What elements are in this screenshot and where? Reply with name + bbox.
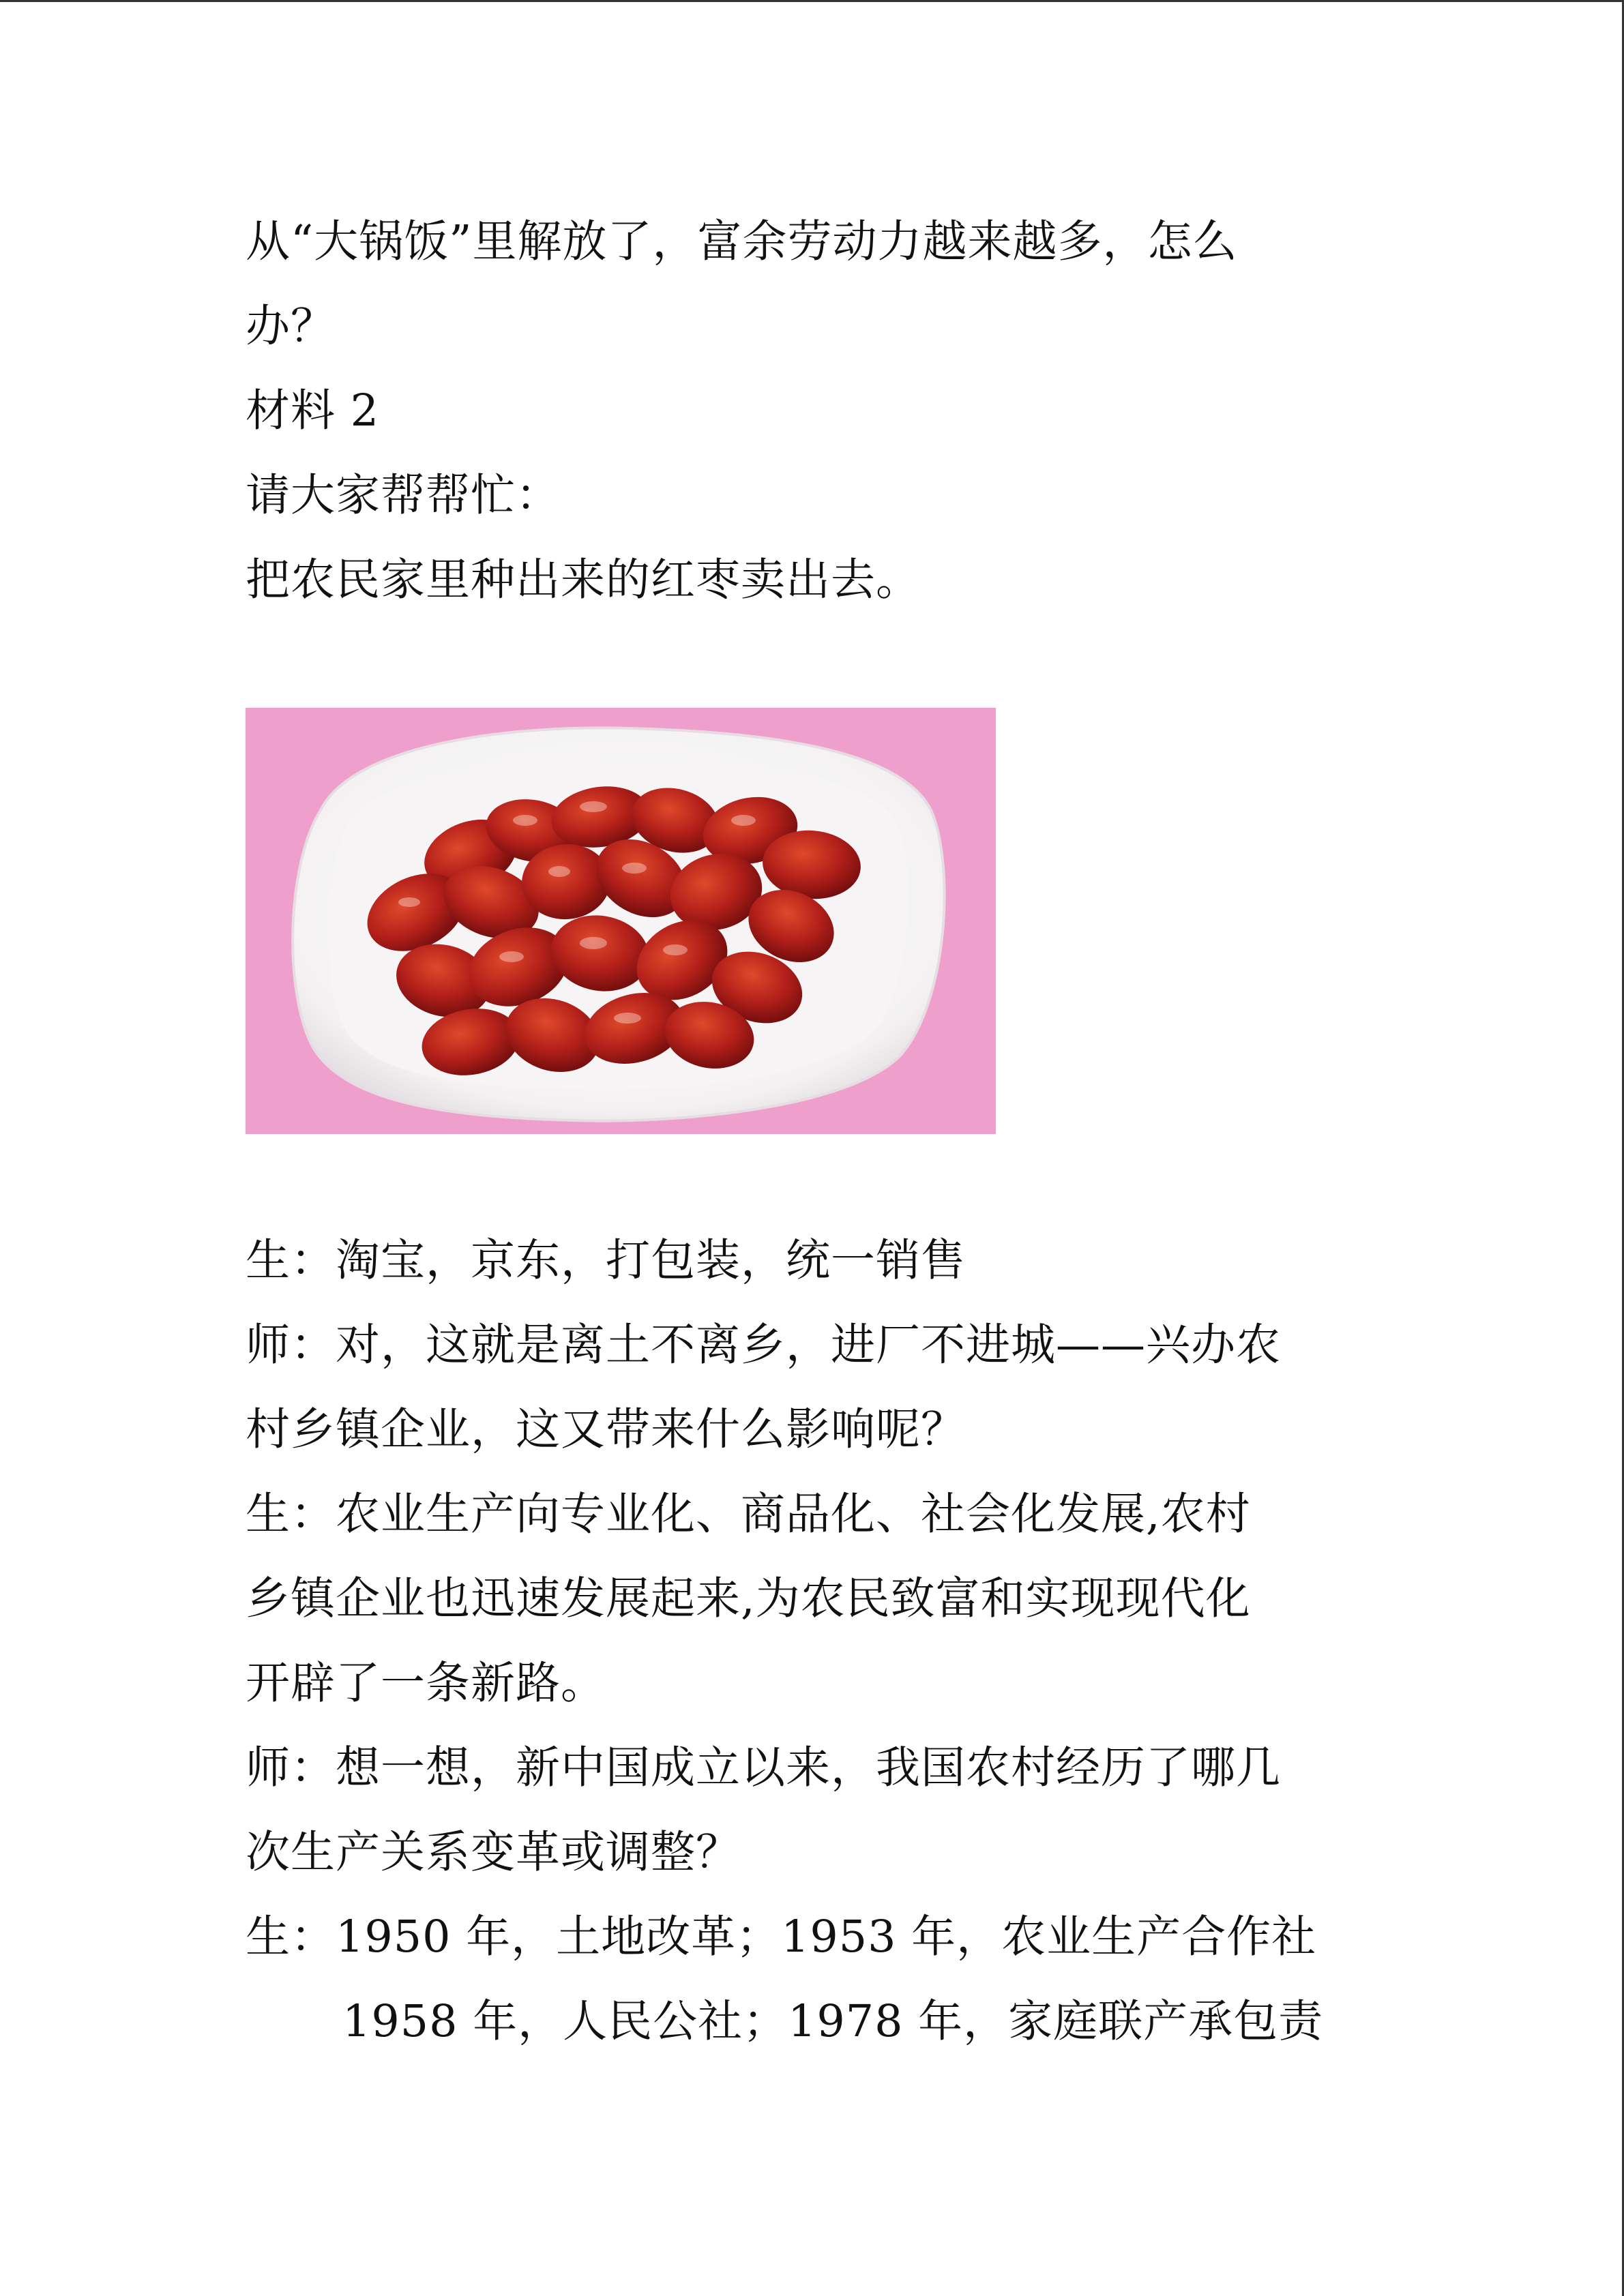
- dialogue-line: 次生产关系变革或调整？: [246, 1827, 741, 1878]
- dialogue-line: 师：想一想，新中国成立以来，我国农村经历了哪几: [246, 1742, 1282, 1793]
- dialogue-line: 开辟了一条新路。: [246, 1658, 606, 1709]
- dialogue-line: 村乡镇企业，这又带来什么影响呢？: [246, 1404, 966, 1455]
- red-dates-illustration: [246, 708, 996, 1134]
- dialogue-line: 生：1950 年，土地改革；1953 年，农业生产合作社: [246, 1911, 1317, 1963]
- dialogue-line-indented: 1958 年，人民公社；1978 年，家庭联产承包责: [342, 1996, 1324, 2047]
- dialogue-line: 师：对，这就是离土不离乡，进厂不进城——兴办农: [246, 1320, 1282, 1371]
- paragraph-line: 把农民家里种出来的红枣卖出去。: [246, 554, 921, 606]
- dialogue-line: 生：淘宝，京东，打包装，统一销售: [246, 1235, 966, 1286]
- red-dates-photo: [246, 708, 996, 1134]
- material-heading: 材料 2: [246, 385, 380, 436]
- dialogue-line: 乡镇企业也迅速发展起来,为农民致富和实现现代化: [246, 1573, 1251, 1624]
- dialogue-line: 生：农业生产向专业化、商品化、社会化发展,农村: [246, 1489, 1251, 1540]
- paragraph-line: 办？: [246, 301, 336, 352]
- paragraph-line: 请大家帮帮忙：: [246, 470, 561, 521]
- paragraph-line: 从“大锅饭”里解放了，富余劳动力越来越多，怎么: [246, 216, 1238, 267]
